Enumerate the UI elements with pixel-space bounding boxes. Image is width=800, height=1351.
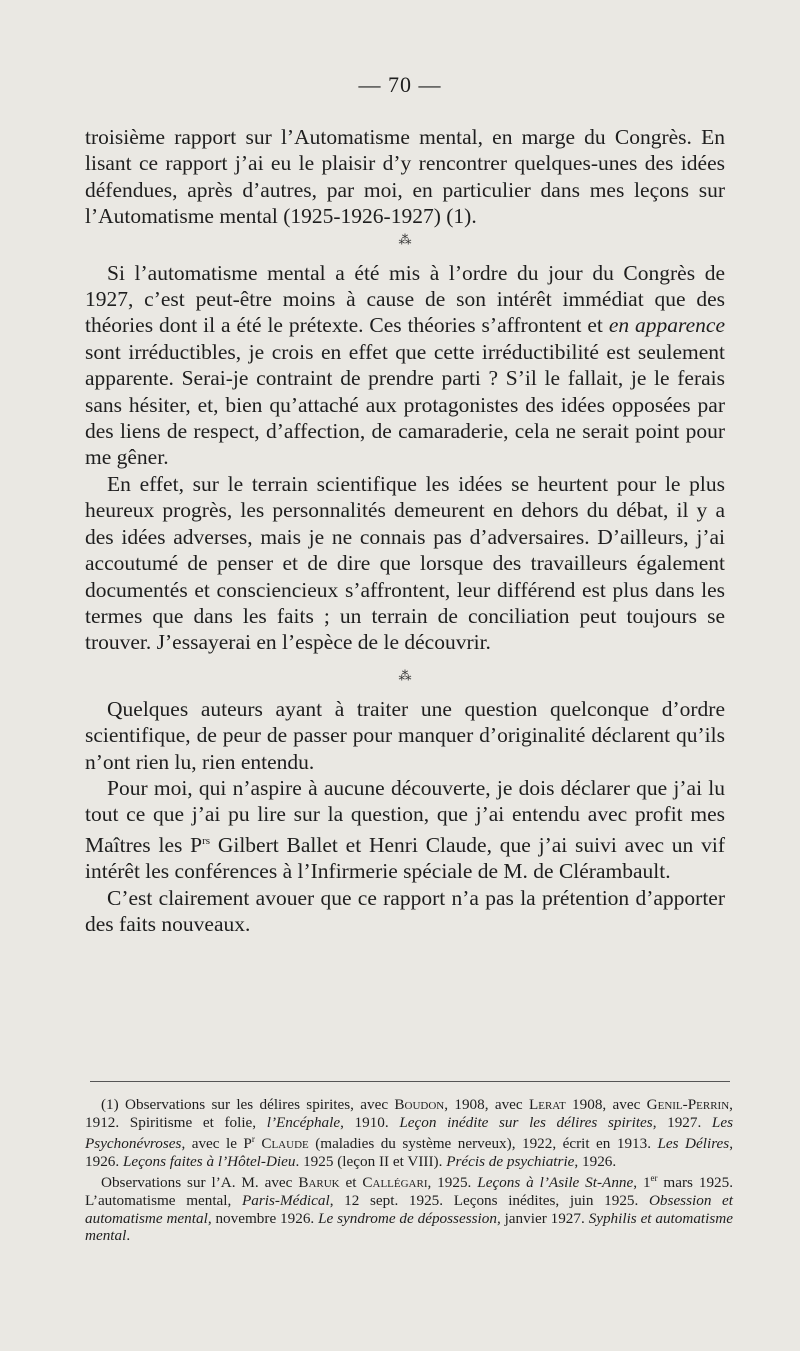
asterism-icon: ⁂ bbox=[398, 667, 412, 683]
paragraph-5 bbox=[85, 775, 725, 885]
paragraph-2-italic: en apparence bbox=[608, 313, 725, 338]
fn-text: Observations sur l’A. M. avec bbox=[101, 1174, 299, 1192]
footnote-paragraph-1 bbox=[85, 1096, 733, 1170]
fn-title: Précis de psychiatrie bbox=[446, 1152, 575, 1170]
fn-sup: r bbox=[251, 1134, 255, 1145]
paragraph-1: troisième rapport sur l’Automatisme mental, en marge du Congrès. En lisant ce rapport j’ai eu le plaisir d’y rencontrer quelques-unes des idées défendues, après d’autres, par moi, en particulier dans mes leçons sur l’Automatisme mental (1925-1926-1927) (1). bbox=[85, 125, 725, 229]
superscript-rs: rs bbox=[202, 834, 211, 847]
paragraph-2-part-2: sont irréductibles, je crois en effet que cette irréductibilité est seulement apparente. Serai-je contraint de prendre parti ? S’il le fallait, je le ferais sans hésiter, et, bien qu’attaché aux protagonistes des idées opposées par des liens de respect, d’affection, de camaraderie, cela ne serait point pour me gêner. bbox=[85, 339, 725, 470]
fn-text: 1908, avec bbox=[565, 1096, 647, 1113]
fn-text: , 1926. bbox=[574, 1152, 617, 1170]
fn-title: Le syndrome de dépossession bbox=[318, 1209, 497, 1227]
fn-text: (maladies du système nerveux), 1922, écrit en 1913. bbox=[308, 1135, 658, 1153]
fn-text: , 1927. bbox=[652, 1113, 712, 1131]
fn-text: , 12 sept. 1925. Leçons inédites, juin 1925. bbox=[329, 1192, 649, 1210]
fn-text: , 1910. bbox=[340, 1113, 400, 1131]
fn-title: Obsession et automatisme mental bbox=[85, 1192, 734, 1227]
paragraph-4: Quelques auteurs ayant à traiter une question quelconque d’ordre scientifique, de peur de passer pour manquer d’originalité déclarent qu’ils n’ont rien lu, rien entendu. bbox=[85, 696, 725, 774]
fn-text: , avec le P bbox=[181, 1135, 252, 1153]
fn-text: , 1912. Spiritisme et folie, bbox=[85, 1096, 733, 1131]
fn-author: Claude bbox=[261, 1135, 309, 1153]
fn-text: , 1 bbox=[633, 1174, 651, 1192]
asterism-separator bbox=[85, 231, 725, 247]
paragraph-2-part-1: Si l’automatisme mental a été mis à l’ordre du jour du Congrès de 1927, c’est peut-être moins à cause de son intérêt immédiat que des théories dont il a été le prétexte. Ces théories s’affrontent et bbox=[85, 260, 725, 338]
fn-title: Leçons faites à l’Hôtel-Dieu bbox=[122, 1152, 296, 1170]
fn-text: , novembre 1926. bbox=[207, 1209, 319, 1227]
fn-text: , janvier 1927. bbox=[496, 1209, 589, 1227]
fn-text: , 1926. bbox=[85, 1135, 733, 1170]
fn-author: Genil-Perrin bbox=[646, 1096, 730, 1113]
fn-author: Baruk bbox=[298, 1174, 340, 1192]
fn-text: . 1925 (leçon II et VIII). bbox=[295, 1152, 447, 1170]
fn-text: , 1925. bbox=[427, 1174, 478, 1192]
fn-text: et bbox=[339, 1174, 363, 1192]
fn-text: (1) Observations sur les délires spirites, avec bbox=[101, 1096, 395, 1113]
footnote bbox=[85, 1096, 733, 1245]
paragraph-5-part-2: Gilbert Ballet et Henri Claude, que j’ai suivi avec un vif intérêt les conférences à l’Infirmerie spéciale de M. de Clérambault. bbox=[85, 832, 725, 884]
asterism-icon: ⁂ bbox=[398, 231, 412, 247]
fn-author: Lerat bbox=[528, 1096, 566, 1113]
fn-title: Syphilis et automatisme mental bbox=[85, 1209, 733, 1245]
fn-title: Leçon inédite sur les délires spirites bbox=[399, 1113, 653, 1131]
main-text bbox=[85, 124, 725, 938]
paragraph-5-part-1: Pour moi, qui n’aspire à aucune découverte, je dois déclarer que j’ai lu tout ce que j’ai pu lire sur la question, que j’ai entendu avec profit mes Maîtres les P bbox=[85, 775, 725, 857]
footnote-paragraph-2 bbox=[85, 1170, 733, 1244]
fn-author: Callégari bbox=[362, 1174, 428, 1192]
fn-text: mars 1925. L’automatisme mental, bbox=[85, 1174, 734, 1210]
fn-text: . bbox=[126, 1227, 131, 1245]
fn-title: l’Encéphale bbox=[266, 1113, 341, 1131]
asterism-separator-2 bbox=[85, 667, 725, 683]
footnote-rule bbox=[90, 1081, 730, 1082]
paragraph-2 bbox=[85, 260, 725, 471]
fn-title: Paris-Médical bbox=[241, 1192, 330, 1210]
fn-title: Les Psychonévroses bbox=[85, 1113, 734, 1153]
fn-sup: er bbox=[650, 1173, 658, 1184]
fn-author: Boudon bbox=[394, 1096, 445, 1113]
fn-title: Leçons à l’Asile St-Anne bbox=[477, 1174, 634, 1192]
paragraph-6: C’est clairement avouer que ce rapport n’a pas la prétention d’apporter des faits nouveaux. bbox=[85, 885, 725, 937]
paragraph-3: En effet, sur le terrain scientifique les idées se heurtent pour le plus heureux progrès, les personnalités demeurent en dehors du débat, il y a des idées adverses, mais je ne connais pas d’adversaires. D’ailleurs, j’ai accoutumé de penser et de dire que lorsque des travailleurs également documentés et consciencieux s’affrontent, leur différend est plus dans les termes que dans les faits ; un terrain de conciliation peut toujours se trouver. J’essayerai en l’espèce de le découvrir. bbox=[85, 471, 725, 655]
fn-title: Les Délires bbox=[657, 1135, 730, 1153]
page-number: — 70 — bbox=[358, 72, 442, 97]
fn-text: , 1908, avec bbox=[444, 1096, 529, 1113]
